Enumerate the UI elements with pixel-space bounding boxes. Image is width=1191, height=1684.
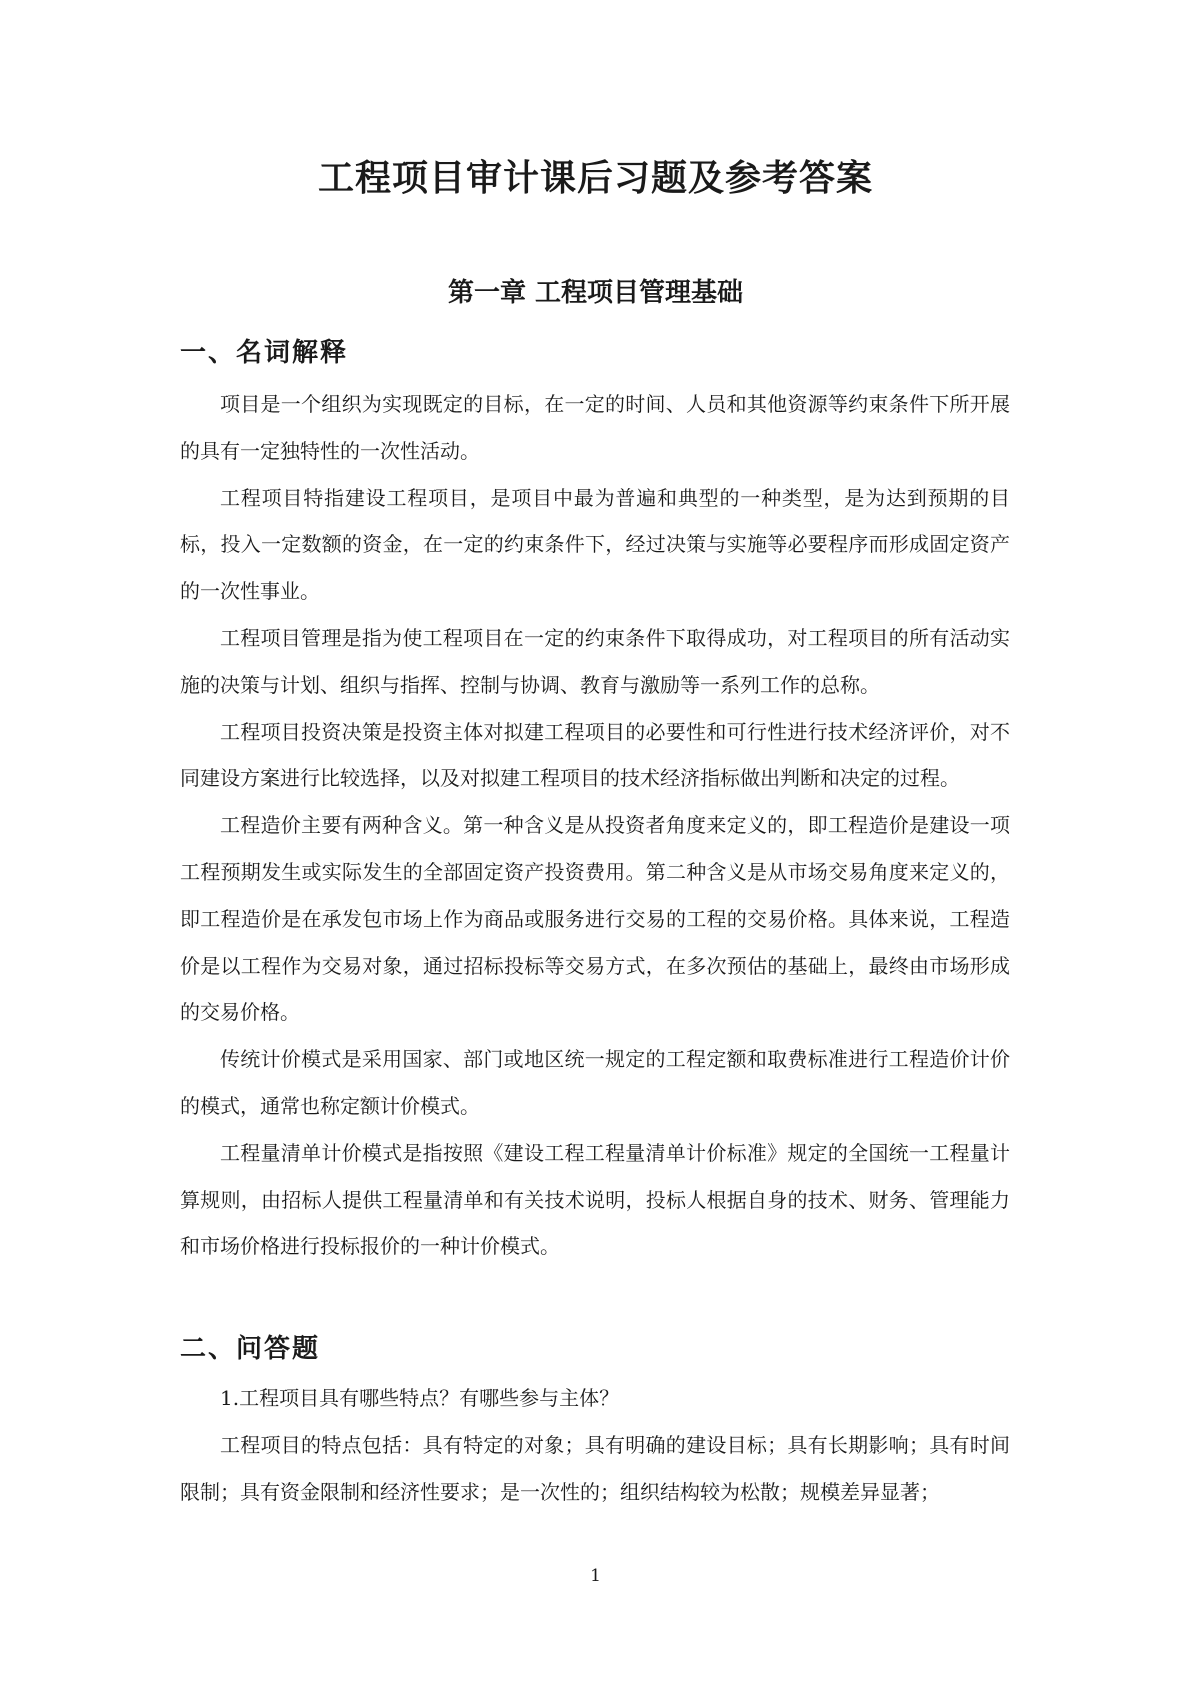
chapter-title: 第一章 工程项目管理基础 [447,278,744,308]
paragraph-project-management: 工程项目管理是指为使工程项目在一定的约束条件下取得成功，对工程项目的所有活动实施的决策与计划、组织与指挥、控制与协调、教育与激励等一系列工作的总称。 [180,625,1010,697]
paragraph-bill-of-quantities: 工程量清单计价模式是指按照《建设工程工程量清单计价标准》规定的全国统一工程量计算规则，由招标人提供工程量清单和有关技术说明，投标人根据自身的技术、财务、管理能力和市场价格进行投标报价的一种计价模式。 [180,1140,1010,1259]
paragraph-engineering-project: 工程项目特指建设工程项目，是项目中最为普遍和典型的一种类型，是为达到预期的目标，投入一定数额的资金，在一定的约束条件下，经过决策与实施等必要程序而形成固定资产的一次性事业。 [180,485,1010,604]
section-heading-definitions: 一、名词解释 [180,338,349,368]
paragraph-traditional-pricing: 传统计价模式是采用国家、部门或地区统一规定的工程定额和取费标准进行工程造价计价的模式，通常也称定额计价模式。 [180,1047,1010,1118]
paragraph-project: 项目是一个组织为实现既定的目标，在一定的时间、人员和其他资源等约束条件下所开展的具有一定独特性的一次性活动。 [180,392,1010,463]
page-number: 1 [590,1566,601,1586]
paragraph-investment-decision: 工程项目投资决策是投资主体对拟建工程项目的必要性和可行性进行技术经济评价，对不同建设方案进行比较选择，以及对拟建工程项目的技术经济指标做出判断和决定的过程。 [180,719,1010,791]
paragraph-engineering-cost: 工程造价主要有两种含义。第一种含义是从投资者角度来定义的，即工程造价是建设一项工程预期发生或实际发生的全部固定资产投资费用。第二种含义是从市场交易角度来定义的，即工程造价是在承发包市场上作为商品或服务进行交易的工程的交易价格。具体来说，工程造价是以工程作为交易对象，通过招标投标等交易方式，在多次预估的基础上，最终由市场形成的交易价格。 [180,813,1010,1025]
section-heading-questions: 二、问答题 [180,1334,321,1364]
question-1: 1.工程项目具有哪些特点？有哪些参与主体？ [220,1386,620,1410]
questions-body [180,1375,1010,1515]
definitions-body [180,381,1010,1270]
answer-1: 工程项目的特点包括：具有特定的对象；具有明确的建设目标；具有长期影响；具有时间限制；具有资金限制和经济性要求；是一次性的；组织结构较为松散；规模差异显著； [180,1432,1010,1504]
document-title: 工程项目审计课后习题及参考答案 [317,158,873,199]
